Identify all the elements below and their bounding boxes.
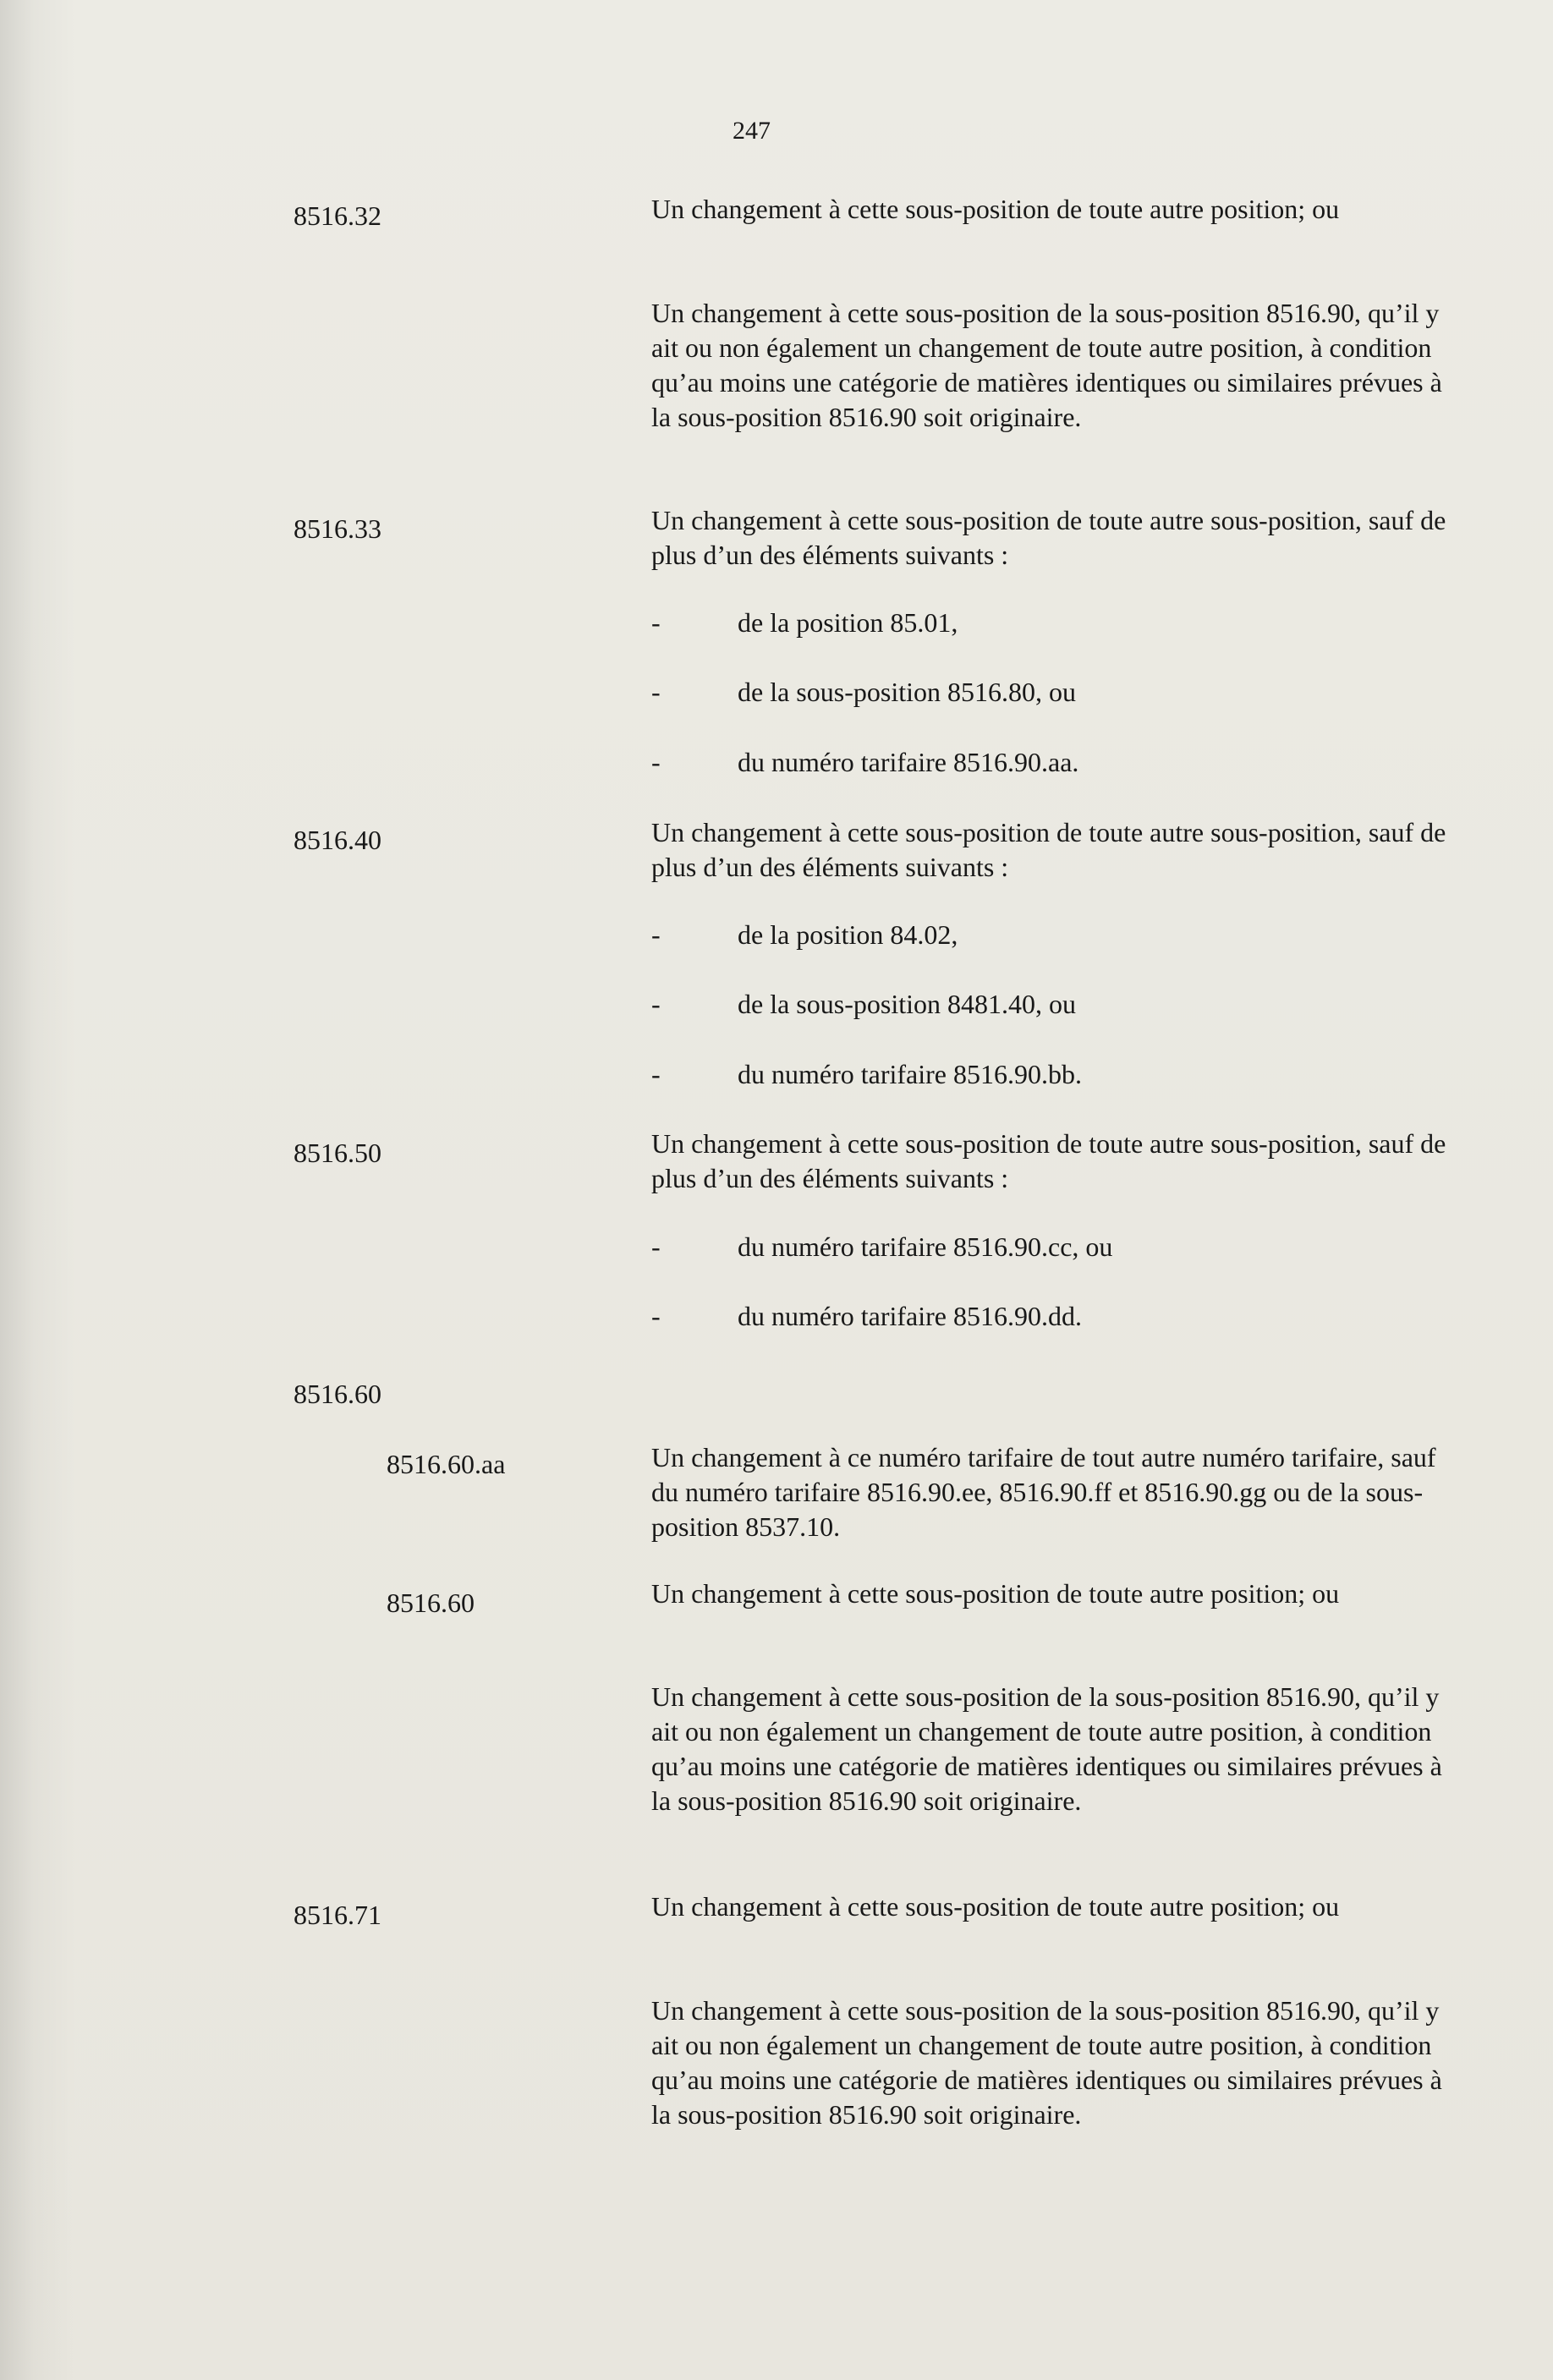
subheading-code: 8516.33 [294,513,381,544]
list-item: du numéro tarifaire 8516.90.cc, ou [738,1231,1113,1262]
list-dash: - [651,1059,661,1089]
list-item: de la sous-position 8481.40, ou [738,989,1076,1019]
subheading-code: 8516.40 [294,825,381,855]
rule-text: Un changement à cette sous-position de toute autre sous-position, sauf de plus d’un des éléments suivants : [651,817,1446,882]
list-dash: - [651,677,661,707]
rule-text: Un changement à cette sous-position de toute autre position; ou [651,194,1340,224]
rule-text: Un changement à cette sous-position de la sous-position 8516.90, qu’il y ait ou non également un changement de toute autre position, à condition qu’au moins une catégorie de matières identiques ou similaires prévues à la sous-position 8516.90 soit originaire. [651,298,1442,432]
list-dash: - [651,747,661,777]
rule-text: Un changement à cette sous-position de toute autre sous-position, sauf de plus d’un des éléments suivants : [651,505,1446,570]
list-item: du numéro tarifaire 8516.90.bb. [738,1059,1082,1089]
subheading-code: 8516.60 [387,1588,475,1618]
list-dash: - [651,1301,661,1331]
subheading-code: 8516.32 [294,200,381,231]
list-dash: - [651,1231,661,1262]
list-item: de la sous-position 8516.80, ou [738,677,1076,707]
rule-text: Un changement à ce numéro tarifaire de tout autre numéro tarifaire, sauf du numéro tarifaire 8516.90.ee, 8516.90.ff et 8516.90.gg ou de la sous-position 8537.10. [651,1442,1436,1542]
list-item: du numéro tarifaire 8516.90.dd. [738,1301,1082,1331]
list-dash: - [651,989,661,1019]
rule-text: Un changement à cette sous-position de toute autre position; ou [651,1891,1340,1922]
list-item: du numéro tarifaire 8516.90.aa. [738,747,1079,777]
subheading-code: 8516.60 [294,1379,381,1409]
rule-text: Un changement à cette sous-position de toute autre position; ou [651,1578,1340,1609]
subheading-code: 8516.50 [294,1138,381,1168]
rule-text: Un changement à cette sous-position de la sous-position 8516.90, qu’il y ait ou non également un changement de toute autre position, à condition qu’au moins une catégorie de matières identiques ou similaires prévues à la sous-position 8516.90 soit originaire. [651,1681,1442,1816]
rule-text: Un changement à cette sous-position de toute autre sous-position, sauf de plus d’un des éléments suivants : [651,1128,1446,1193]
rule-text: Un changement à cette sous-position de la sous-position 8516.90, qu’il y ait ou non également un changement de toute autre position, à condition qu’au moins une catégorie de matières identiques ou similaires prévues à la sous-position 8516.90 soit originaire. [651,1995,1442,2130]
list-item: de la position 85.01, [738,607,958,638]
list-item: de la position 84.02, [738,919,958,950]
list-dash: - [651,919,661,950]
tariff-item-code: 8516.60.aa [387,1449,506,1479]
subheading-code: 8516.71 [294,1900,381,1930]
list-dash: - [651,607,661,638]
page-number: 247 [733,117,771,145]
